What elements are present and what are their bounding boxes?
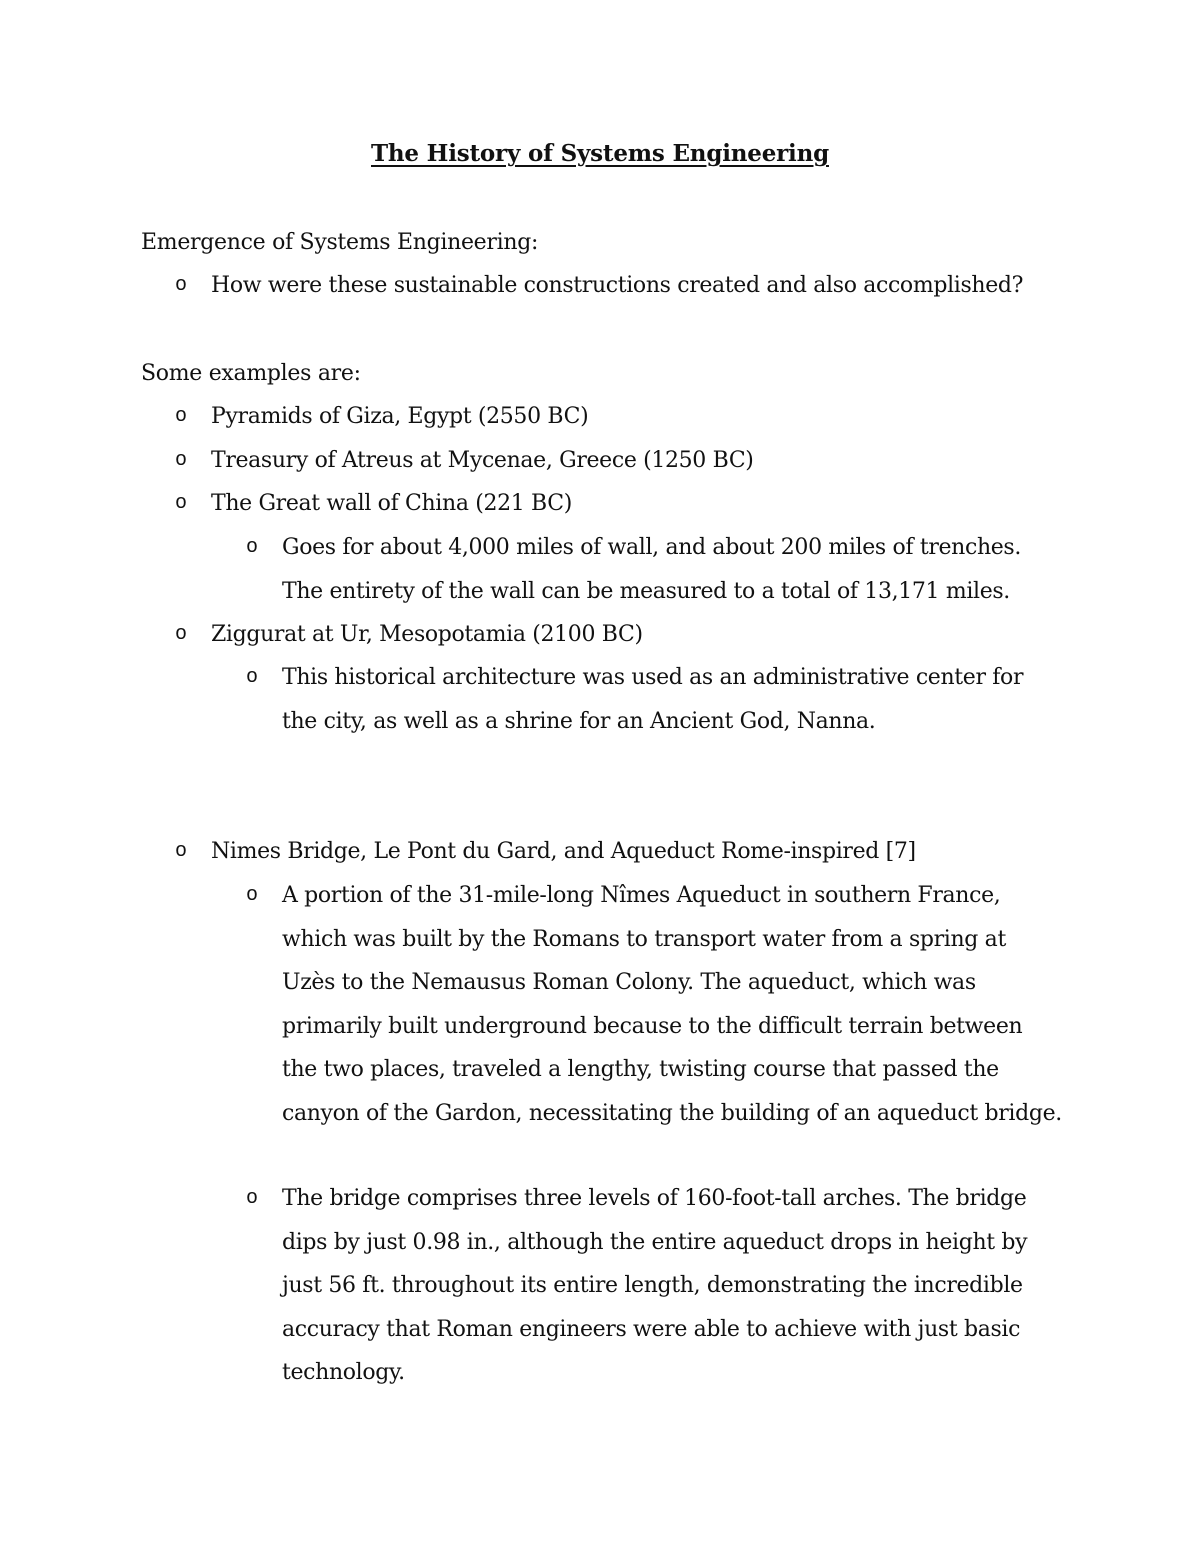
sub-list-item-text: The bridge comprises three levels of 160-foot-tall arches. The bridge dips by just 0.98 in., although the entire aqueduct drops in height by just 56 ft. throughout its entire length, demonstrating the incredible accuracy that Roman engineers were able to achieve with just basic technology. [282, 1186, 1028, 1386]
list-item-text: The Great wall of China (221 BC) [211, 491, 572, 516]
bullet-icon: o [175, 623, 187, 646]
list-item [175, 830, 1111, 874]
sub-list-item [246, 656, 1062, 743]
list-item-text: Pyramids of Giza, Egypt (2550 BC) [211, 404, 589, 429]
sub-list-item [246, 874, 1062, 1136]
list-item-text: How were these sustainable constructions created and also accomplished? [211, 273, 1024, 298]
sub-list-item [246, 526, 1062, 613]
list-item [175, 395, 1111, 439]
section-heading-emergence: Emergence of Systems Engineering: [141, 230, 539, 255]
bullet-icon: o [246, 666, 258, 689]
section-heading-examples: Some examples are: [141, 361, 361, 386]
sub-list-item-text: A portion of the 31-mile-long Nîmes Aqueduct in southern France, which was built by the Romans to transport water from a spring at Uzès to the Nemausus Roman Colony. The aqueduct, which was primarily built underground because to the difficult terrain between the two places, traveled a lengthy, twisting course that passed the canyon of the Gardon, necessitating the building of an aqueduct bridge. [282, 883, 1062, 1126]
list-item [175, 482, 1111, 526]
bullet-icon: o [246, 884, 258, 907]
sub-list-item [246, 1177, 1062, 1395]
bullet-icon: o [246, 1187, 258, 1210]
sub-list-item-text: This historical architecture was used as an administrative center for the city, as well as a shrine for an Ancient God, Nanna. [282, 665, 1024, 734]
list-item [175, 264, 1111, 308]
document-title: The History of Systems Engineering [371, 140, 829, 167]
bullet-icon: o [246, 536, 258, 559]
list-item [175, 613, 1111, 657]
bullet-icon: o [175, 274, 187, 297]
sub-list-item-text: Goes for about 4,000 miles of wall, and about 200 miles of trenches. The entirety of the wall can be measured to a total of 13,171 miles. [282, 535, 1022, 604]
list-item-text: Treasury of Atreus at Mycenae, Greece (1250 BC) [211, 448, 754, 473]
list-item-text: Nimes Bridge, Le Pont du Gard, and Aqueduct Rome-inspired [7] [211, 839, 916, 864]
bullet-icon: o [175, 492, 187, 515]
list-item [175, 439, 1111, 483]
list-item-text: Ziggurat at Ur, Mesopotamia (2100 BC) [211, 622, 643, 647]
bullet-icon: o [175, 405, 187, 428]
bullet-icon: o [175, 449, 187, 472]
bullet-icon: o [175, 840, 187, 863]
